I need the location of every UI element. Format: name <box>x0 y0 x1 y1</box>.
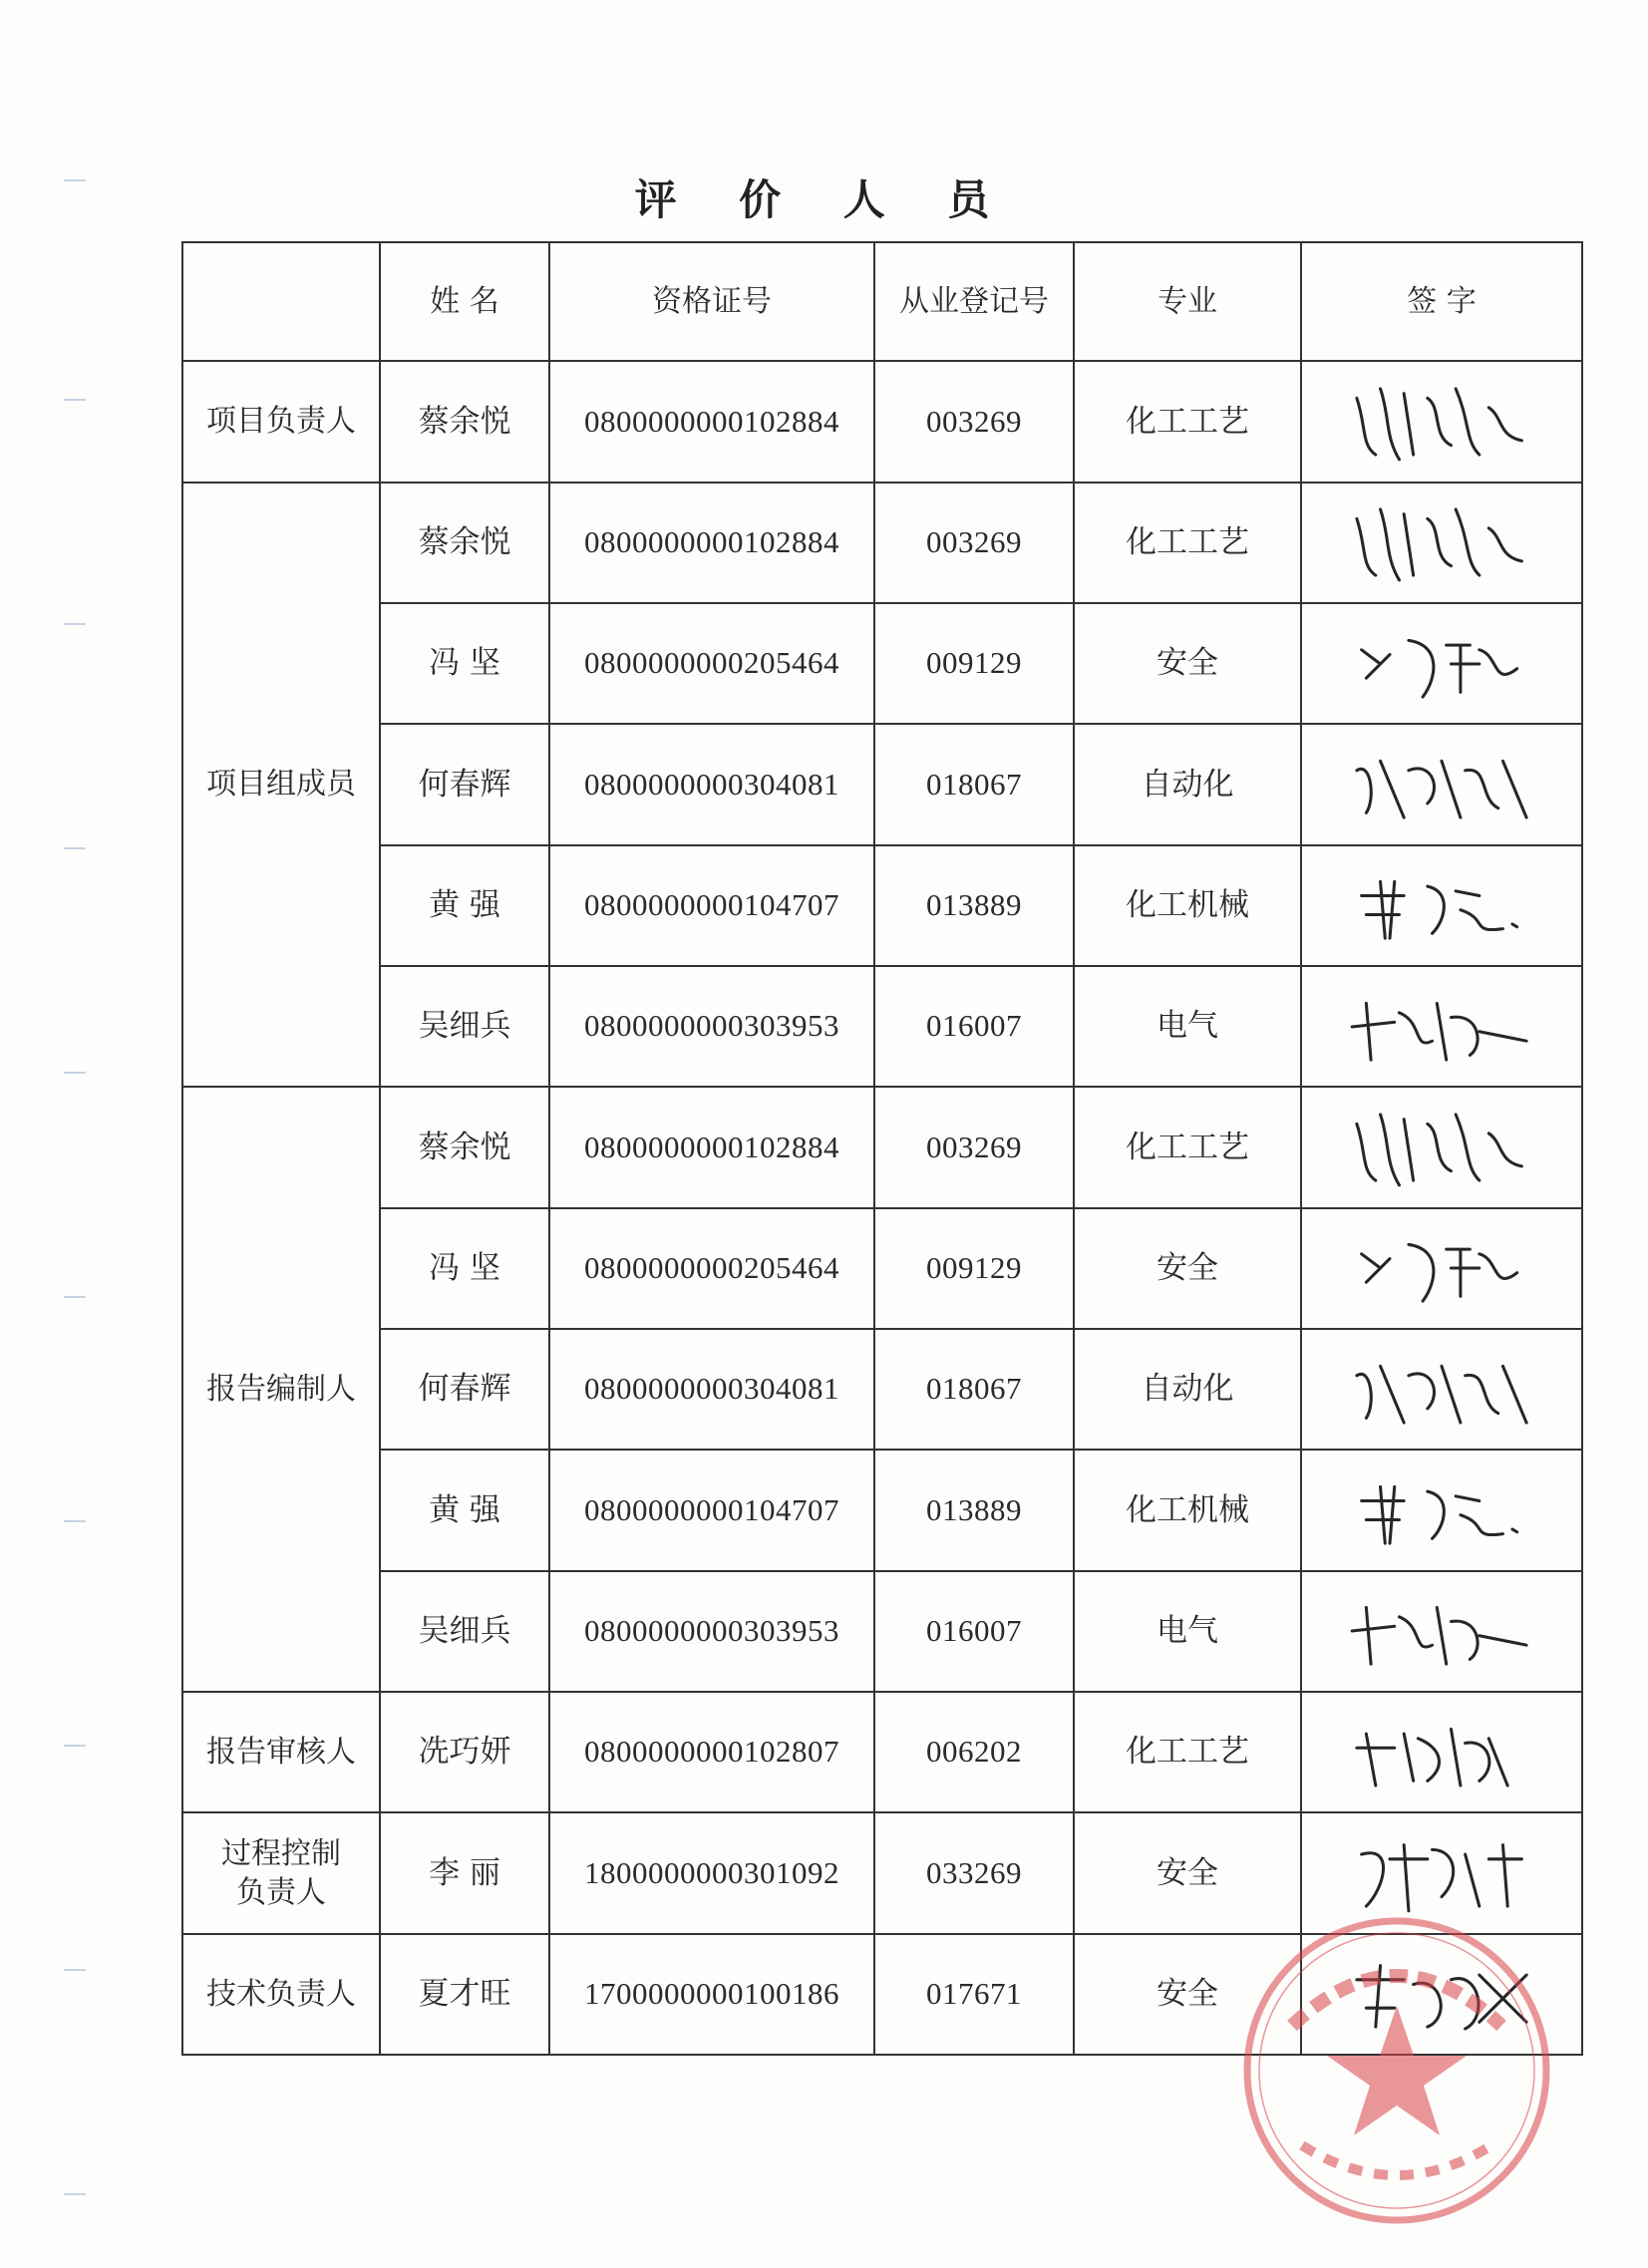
table-row <box>182 845 1582 966</box>
major-cell: 化工机械 <box>1074 845 1301 966</box>
major-cell: 自动化 <box>1074 724 1301 844</box>
cert-number-cell: 0800000000205464 <box>549 1208 874 1329</box>
staff-table <box>181 241 1583 2056</box>
margin-tick <box>64 1745 86 1747</box>
margin-tick <box>64 1520 86 1522</box>
major-cell: 化工机械 <box>1074 1450 1301 1570</box>
name-cell: 冼巧妍 <box>380 1692 549 1812</box>
major-cell: 安全 <box>1074 1812 1301 1933</box>
margin-tick <box>64 399 86 401</box>
major-cell: 安全 <box>1074 603 1301 724</box>
major-cell: 电气 <box>1074 1571 1301 1692</box>
table-row <box>182 1450 1582 1570</box>
staff-table-body <box>182 242 1582 2055</box>
signature-cell <box>1301 361 1582 482</box>
signature-cell <box>1301 845 1582 966</box>
handwritten-signature <box>1332 1458 1551 1562</box>
table-row <box>182 1571 1582 1692</box>
margin-tick <box>64 623 86 625</box>
handwritten-signature <box>1332 1942 1551 2046</box>
registration-number-cell: 003269 <box>874 361 1074 482</box>
signature-stroke <box>1362 882 1517 939</box>
major-cell: 化工工艺 <box>1074 1087 1301 1207</box>
handwritten-signature <box>1332 733 1551 836</box>
table-row <box>182 1208 1582 1329</box>
margin-tick <box>64 1072 86 1074</box>
table-row <box>182 1692 1582 1812</box>
signature-stroke <box>1362 1245 1517 1302</box>
header-cell-cert: 资格证号 <box>549 242 874 361</box>
page-title: 评 价 人 员 <box>634 175 1014 224</box>
name-cell: 冯 坚 <box>380 603 549 724</box>
major-cell: 安全 <box>1074 1208 1301 1329</box>
signature-cell <box>1301 1571 1582 1692</box>
registration-number-cell: 016007 <box>874 1571 1074 1692</box>
handwritten-signature <box>1332 1579 1551 1683</box>
table-row <box>182 966 1582 1087</box>
name-cell: 李 丽 <box>380 1812 549 1933</box>
table-row <box>182 1812 1582 1933</box>
cert-number-cell: 0800000000102807 <box>549 1692 874 1812</box>
registration-number-cell: 009129 <box>874 603 1074 724</box>
signature-stroke <box>1362 1845 1522 1911</box>
registration-number-cell: 006202 <box>874 1692 1074 1812</box>
signature-stroke <box>1352 1608 1526 1665</box>
registration-number-cell: 018067 <box>874 724 1074 844</box>
signature-cell <box>1301 1934 1582 2055</box>
registration-number-cell: 003269 <box>874 483 1074 603</box>
registration-number-cell: 033269 <box>874 1812 1074 1933</box>
table-row <box>182 1934 1582 2055</box>
signature-stroke <box>1362 640 1517 697</box>
name-cell: 吴细兵 <box>380 1571 549 1692</box>
header-cell-role <box>182 242 380 361</box>
signature-cell <box>1301 1692 1582 1812</box>
header-cell-name: 姓 名 <box>380 242 549 361</box>
margin-tick <box>64 1296 86 1298</box>
role-cell: 项目组成员 <box>182 483 380 1088</box>
signature-stroke <box>1357 389 1521 460</box>
table-row <box>182 724 1582 844</box>
registration-number-cell: 013889 <box>874 1450 1074 1570</box>
name-cell: 蔡余悦 <box>380 1087 549 1207</box>
handwritten-signature <box>1332 1096 1551 1199</box>
registration-number-cell: 009129 <box>874 1208 1074 1329</box>
margin-tick <box>64 1969 86 1971</box>
handwritten-signature <box>1332 490 1551 594</box>
cert-number-cell: 0800000000102884 <box>549 483 874 603</box>
signature-cell <box>1301 1208 1582 1329</box>
handwritten-signature <box>1332 1701 1551 1804</box>
cert-number-cell: 1700000000100186 <box>549 1934 874 2055</box>
handwritten-signature <box>1332 370 1551 474</box>
cert-number-cell: 0800000000104707 <box>549 845 874 966</box>
role-cell: 报告编制人 <box>182 1087 380 1692</box>
cert-number-cell: 0800000000104707 <box>549 1450 874 1570</box>
signature-cell <box>1301 1329 1582 1450</box>
margin-tick <box>64 847 86 849</box>
name-cell: 黄 强 <box>380 845 549 966</box>
signature-stroke <box>1357 1115 1521 1185</box>
role-cell: 技术负责人 <box>182 1934 380 2055</box>
cert-number-cell: 0800000000303953 <box>549 1571 874 1692</box>
name-cell: 夏才旺 <box>380 1934 549 2055</box>
major-cell: 电气 <box>1074 966 1301 1087</box>
table-row <box>182 361 1582 482</box>
signature-cell <box>1301 483 1582 603</box>
cert-number-cell: 0800000000304081 <box>549 724 874 844</box>
name-cell: 何春辉 <box>380 724 549 844</box>
handwritten-signature <box>1332 1338 1551 1442</box>
signature-cell <box>1301 1812 1582 1933</box>
header-cell-signature: 签 字 <box>1301 242 1582 361</box>
header-cell-reg: 从业登记号 <box>874 242 1074 361</box>
header-cell-major: 专业 <box>1074 242 1301 361</box>
name-cell: 何春辉 <box>380 1329 549 1450</box>
registration-number-cell: 016007 <box>874 966 1074 1087</box>
signature-cell <box>1301 724 1582 844</box>
signature-stroke <box>1362 1486 1517 1543</box>
role-cell <box>182 1812 380 1933</box>
name-cell: 蔡余悦 <box>380 361 549 482</box>
role-label-line: 负责人 <box>236 1874 326 1910</box>
signature-stroke <box>1357 509 1521 580</box>
cert-number-cell: 0800000000304081 <box>549 1329 874 1450</box>
role-cell: 报告审核人 <box>182 1692 380 1812</box>
signature-cell <box>1301 966 1582 1087</box>
signature-cell <box>1301 1450 1582 1570</box>
major-cell: 自动化 <box>1074 1329 1301 1450</box>
signature-cell <box>1301 1087 1582 1207</box>
signature-stroke <box>1357 761 1526 817</box>
signature-stroke <box>1357 1966 1526 2029</box>
registration-number-cell: 013889 <box>874 845 1074 966</box>
major-cell: 化工工艺 <box>1074 361 1301 482</box>
signature-stroke <box>1357 1729 1507 1785</box>
table-row <box>182 483 1582 603</box>
registration-number-cell: 017671 <box>874 1934 1074 2055</box>
cert-number-cell: 0800000000102884 <box>549 361 874 482</box>
cert-number-cell: 0800000000205464 <box>549 603 874 724</box>
handwritten-signature <box>1332 853 1551 957</box>
major-cell: 化工工艺 <box>1074 483 1301 603</box>
signature-cell <box>1301 603 1582 724</box>
major-cell: 安全 <box>1074 1934 1301 2055</box>
name-cell: 蔡余悦 <box>380 483 549 603</box>
handwritten-signature <box>1332 1821 1551 1925</box>
table-row <box>182 603 1582 724</box>
handwritten-signature <box>1332 612 1551 716</box>
role-label-line: 过程控制 <box>221 1835 341 1871</box>
handwritten-signature <box>1332 975 1551 1079</box>
signature-stroke <box>1352 1003 1526 1060</box>
table-row <box>182 1087 1582 1207</box>
margin-tick <box>64 2193 86 2195</box>
name-cell: 冯 坚 <box>380 1208 549 1329</box>
handwritten-signature <box>1332 1216 1551 1320</box>
cert-number-cell: 0800000000303953 <box>549 966 874 1087</box>
name-cell: 吴细兵 <box>380 966 549 1087</box>
registration-number-cell: 003269 <box>874 1087 1074 1207</box>
name-cell: 黄 强 <box>380 1450 549 1570</box>
signature-stroke <box>1357 1366 1526 1423</box>
table-row <box>182 1329 1582 1450</box>
major-cell: 化工工艺 <box>1074 1692 1301 1812</box>
cert-number-cell: 1800000000301092 <box>549 1812 874 1933</box>
cert-number-cell: 0800000000102884 <box>549 1087 874 1207</box>
role-cell: 项目负责人 <box>182 361 380 482</box>
registration-number-cell: 018067 <box>874 1329 1074 1450</box>
table-header-row <box>182 242 1582 361</box>
